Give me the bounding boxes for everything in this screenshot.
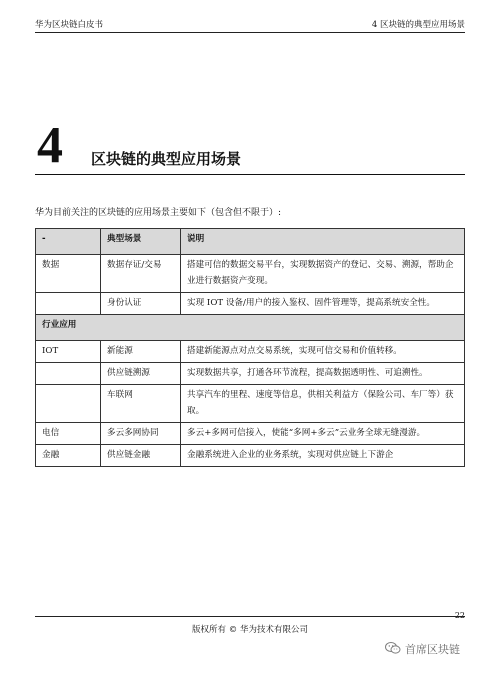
header-left: 华为区块链白皮书 <box>35 20 104 30</box>
cell-scene: 新能源 <box>101 341 181 363</box>
cell-scene: 供应链金融 <box>101 445 181 467</box>
chapter-heading <box>35 118 465 175</box>
table-section-row <box>36 315 465 341</box>
cell-scene: 车联网 <box>101 385 181 423</box>
header-right: 4 区块链的典型应用场景 <box>371 20 465 30</box>
scenario-table <box>35 228 465 467</box>
cell-category <box>36 363 101 385</box>
table-row <box>36 293 465 315</box>
cell-scene: 多云多网协同 <box>101 423 181 445</box>
page-number: 22 <box>454 611 465 620</box>
cell-category: 数据 <box>36 255 101 293</box>
cell-category: 金融 <box>36 445 101 467</box>
intro-text: 华为目前关注的区块链的应用场景主要如下（包含但不限于）: <box>35 208 282 218</box>
header-cell-desc: 说明 <box>181 229 465 255</box>
cell-category <box>36 385 101 423</box>
cell-category <box>36 293 101 315</box>
table-row <box>36 341 465 363</box>
table-row <box>36 385 465 423</box>
table-header-row <box>36 229 465 255</box>
cell-desc: 金融系统进入企业的业务系统，实现对供应链上下游企 <box>181 445 465 467</box>
wechat-icon <box>385 641 405 658</box>
cell-desc: 搭建可信的数据交易平台，实现数据资产的登记、交易、溯源，帮助企业进行数据资产变现。 <box>181 255 465 293</box>
cell-desc: 实现数据共享，打通各环节流程，提高数据透明性、可追溯性。 <box>181 363 465 385</box>
section-label: 行业应用 <box>36 315 465 341</box>
chapter-number: 4 <box>37 117 63 174</box>
table-row <box>36 423 465 445</box>
page-header <box>35 18 465 33</box>
watermark <box>385 640 460 658</box>
table-row <box>36 445 465 467</box>
cell-scene: 身份认证 <box>101 293 181 315</box>
cell-desc: 搭建新能源点对点交易系统，实现可信交易和价值转移。 <box>181 341 465 363</box>
cell-category: 电信 <box>36 423 101 445</box>
cell-desc: 多云+多网可信接入，使能“多网+多云”云业务全球无缝漫游。 <box>181 423 465 445</box>
cell-scene: 供应链溯源 <box>101 363 181 385</box>
copyright-footer: 版权所有 © 华为技术有限公司 <box>192 625 308 635</box>
cell-desc: 实现 IOT 设备/用户的接入鉴权、固件管理等，提高系统安全性。 <box>181 293 465 315</box>
chapter-title: 区块链的典型应用场景 <box>91 150 242 168</box>
footer-divider <box>35 616 465 617</box>
header-cell-category: - <box>36 229 101 255</box>
cell-category: IOT <box>36 341 101 363</box>
table-row <box>36 363 465 385</box>
cell-desc: 共享汽车的里程、速度等信息，供相关利益方（保险公司、车厂等）获取。 <box>181 385 465 423</box>
cell-scene: 数据存证/交易 <box>101 255 181 293</box>
table-row <box>36 255 465 293</box>
watermark-text: 首席区块链 <box>405 643 460 656</box>
header-cell-scene: 典型场景 <box>101 229 181 255</box>
